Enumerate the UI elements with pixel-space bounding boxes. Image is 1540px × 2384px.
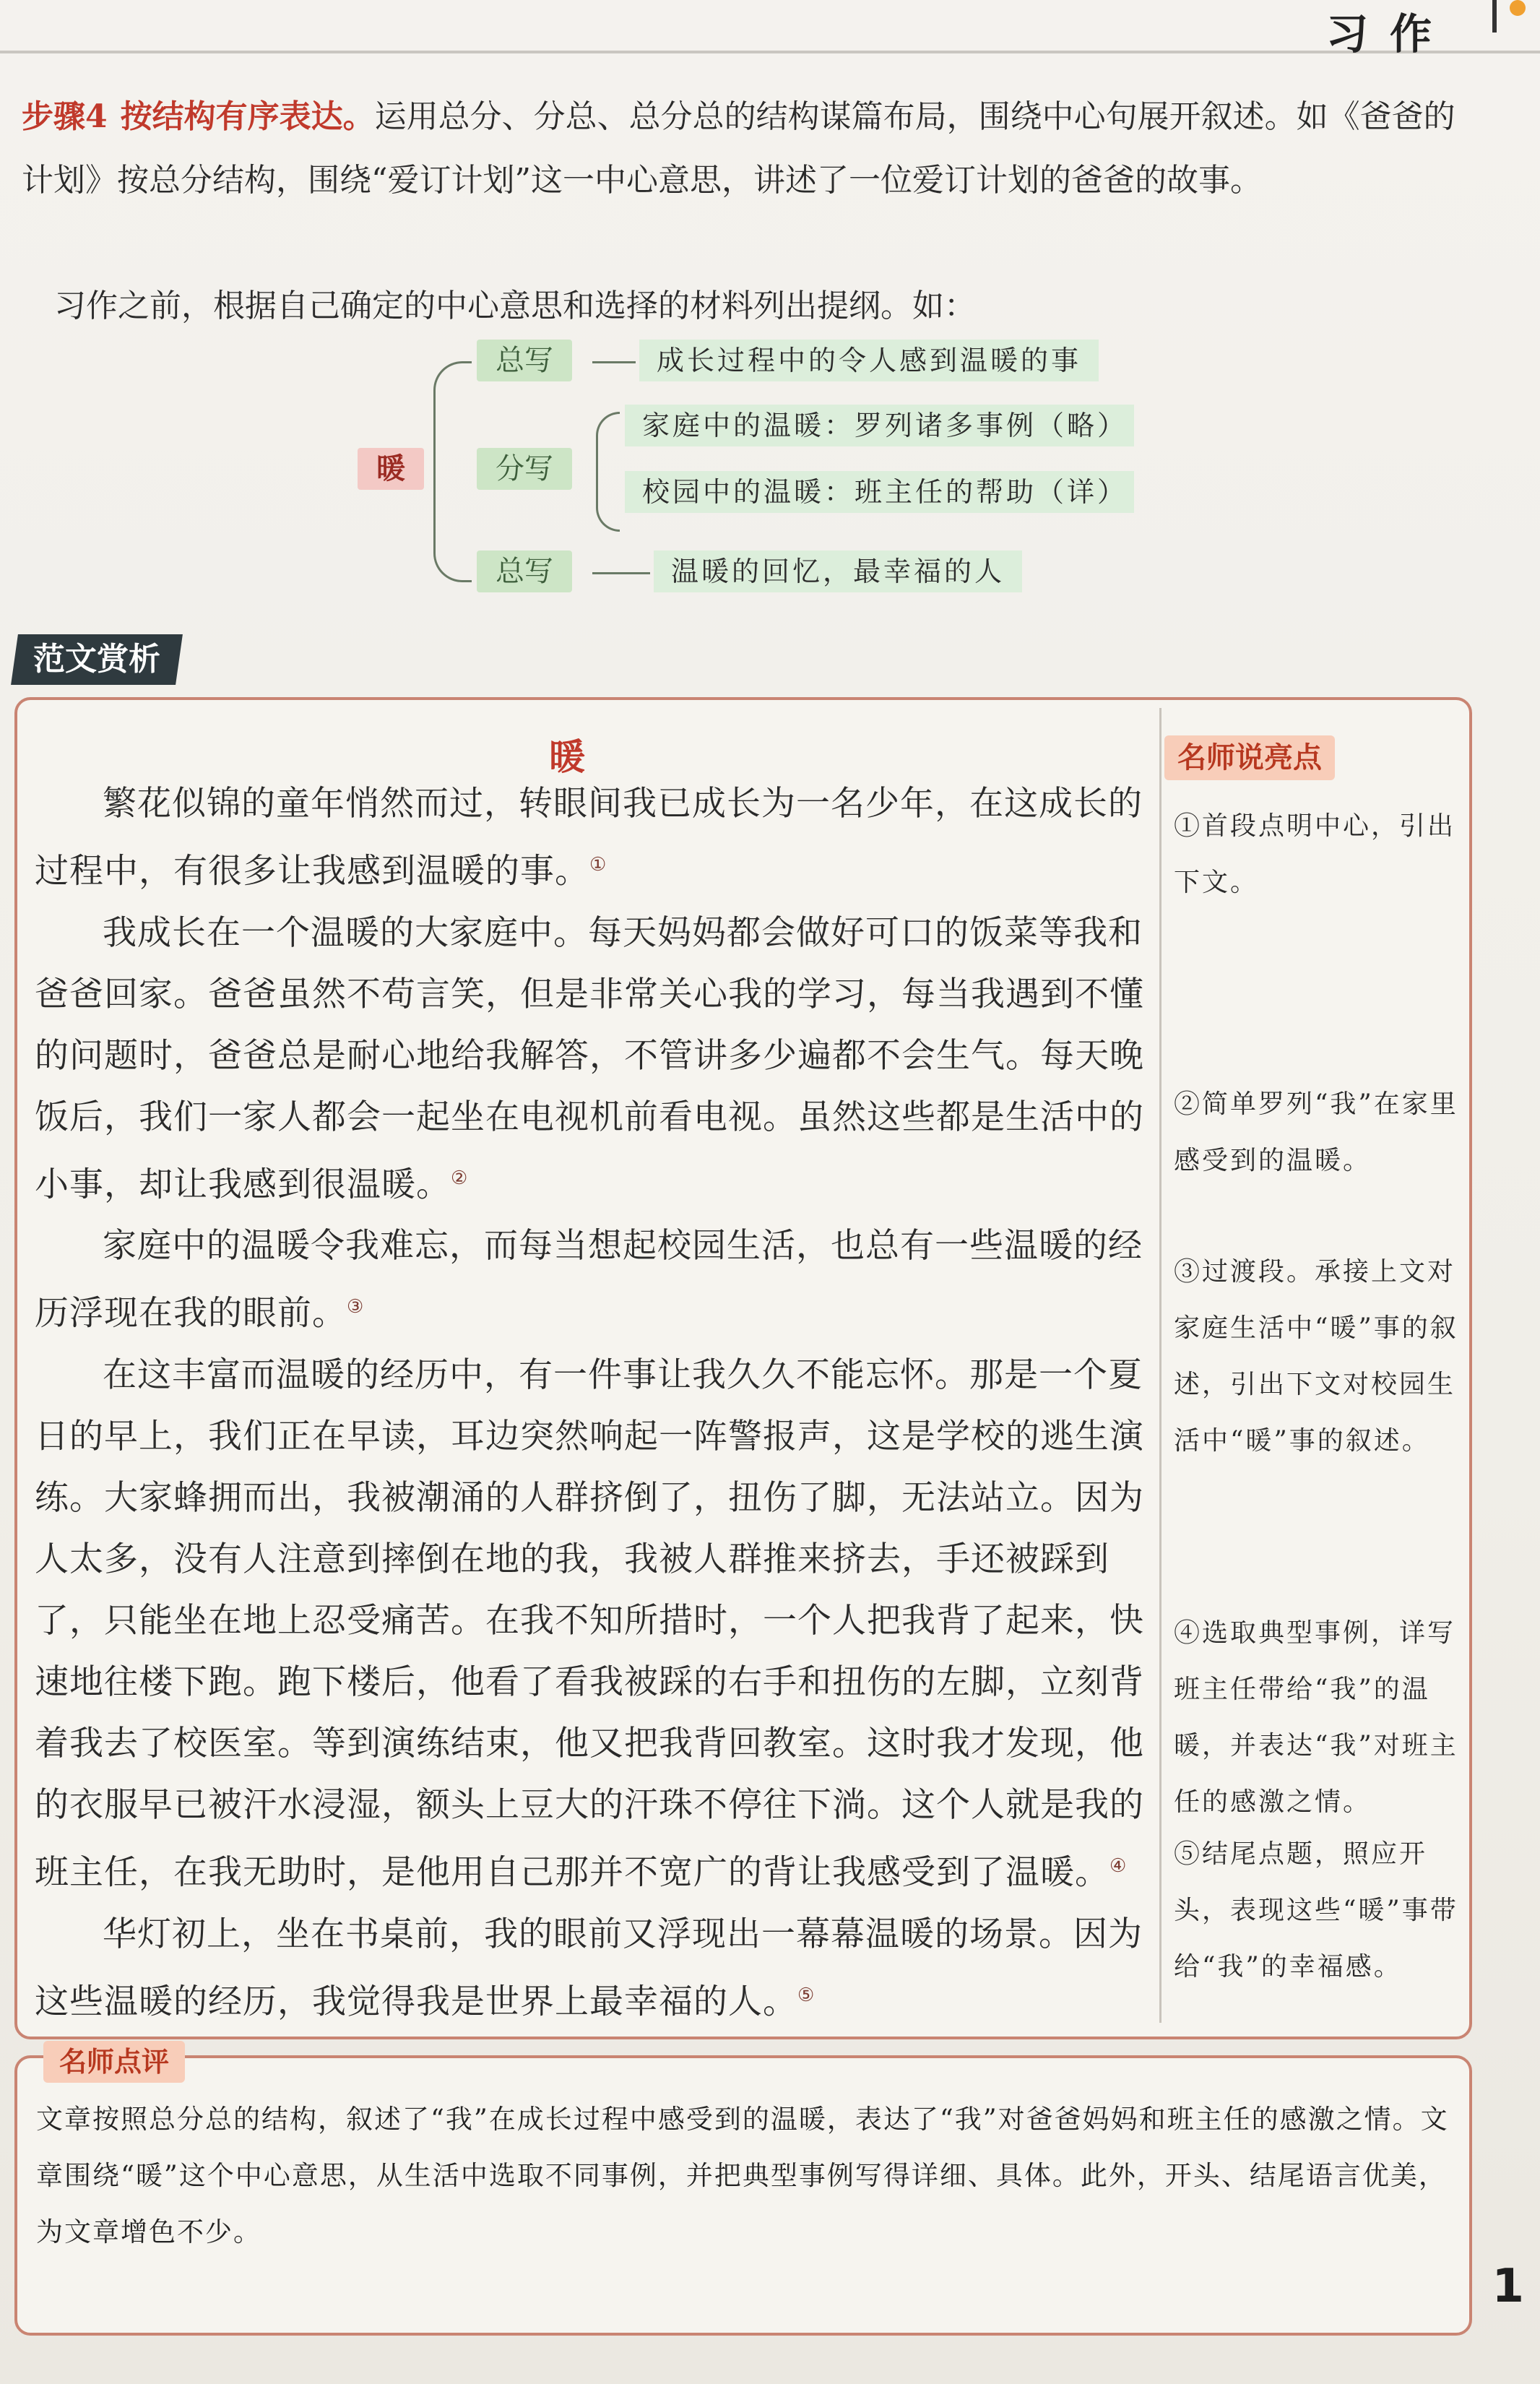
side-note-4: ④选取典型事例，详写班主任带给“我”的温暖，并表达“我”对班主任的感激之情。 [1174, 1618, 1458, 1817]
header-dot [1510, 0, 1526, 16]
paragraph-text: 在这丰富而温暖的经历中，有一件事让我久久不能忘怀。那是一个夏日的早上，我们正在早读，耳边突然响起一阵警报声，这是学校的逃生演练。大家蜂拥而出，我被潮涌的人群挤倒了，扭伤了脚，无法站立。因为人太多，没有人注意到摔倒在地的我，我被人群推来挤去，手还被踩到了，只能坐在地上忍受痛苦。在我不知所措时，一个人把我背了起来，快速地往楼下跑。跑下楼后，他看了看我被踩的右手和扭伤的左脚，立刻背着我去了校医室。等到演练结束，他又把我背回教室。这时我才发现，他的衣服早已被汗水浸湿，额头上豆大的汗珠不停往下淌。这个人就是我的班主任，在我无助时，是他用自己那并不宽广的背让我感受到了温暖。 [35, 1355, 1144, 1893]
paragraph-text: 繁花似锦的童年悄然而过，转眼间我已成长为一名少年，在这成长的过程中，有很多让我感到温暖的事。 [35, 784, 1143, 891]
comment-text: 文章按照总分总的结构，叙述了“我”在成长过程中感受到的温暖，表达了“我”对爸爸妈妈和班主任的感激之情。文章围绕“暖”这个中心意思，从生活中选取不同事例，并把典型事例写得详细、具体。此外，开头、结尾语言优美，为文章增色不少。 [36, 2104, 1449, 2247]
section-tab [11, 634, 183, 685]
outline-line-top [592, 361, 636, 363]
article-body [35, 773, 1147, 2032]
outline-top-tag: 总写 [477, 340, 572, 381]
outline-line-bottom [592, 572, 650, 574]
outline-bottom-text: 温暖的回忆，最幸福的人 [654, 550, 1022, 592]
side-note-5: ⑤结尾点题，照应开头，表现这些“暖”事带给“我”的幸福感。 [1174, 1839, 1458, 1982]
outline-brace-mid [596, 412, 620, 532]
side-note-3: ③过渡段。承接上文对家庭生活中“暖”事的叙述，引出下文对校园生活中“暖”事的叙述。 [1174, 1257, 1458, 1456]
paragraph-text: 华灯初上，坐在书桌前，我的眼前又浮现出一幕幕温暖的场景。因为这些温暖的经历，我觉得我是世界上最幸福的人。 [35, 1914, 1143, 2022]
note-marker: ④ [1109, 1854, 1128, 1877]
step-title: 按结构有序表达。 [120, 98, 375, 135]
header-bar [1492, 0, 1497, 33]
outline-brace-main [433, 361, 472, 582]
step-paragraph [22, 85, 1459, 212]
outline-mid-tag: 分写 [477, 448, 572, 490]
note-marker: ③ [347, 1296, 365, 1318]
article-paragraph [35, 1215, 1147, 1344]
paragraph-text: 家庭中的温暖令我难忘，而每当想起校园生活，也总有一些温暖的经历浮现在我的眼前。 [35, 1226, 1143, 1334]
header-title: 习作 [1325, 9, 1453, 59]
step-text: 运用总分、分总、总分总的结构谋篇布局，围绕中心句展开叙述。如《爸爸的计划》按总分结构，围绕“爱订计划”这一中心意思，讲述了一位爱订计划的爸爸的故事。 [22, 98, 1455, 199]
article-paragraph [35, 1904, 1147, 2033]
side-note-2: ②简单罗列“我”在家里感受到的温暖。 [1174, 1089, 1458, 1175]
side-divider [1159, 708, 1162, 2023]
outline-intro: 习作之前，根据自己确定的中心意思和选择的材料列出提纲。如： [54, 288, 976, 324]
article-paragraph [35, 902, 1147, 1216]
outline-top-text: 成长过程中的令人感到温暖的事 [639, 340, 1099, 381]
outline-diagram [339, 332, 1134, 600]
step-label: 步骤4 [22, 98, 108, 135]
header-strip [0, 0, 1540, 59]
side-label: 名师说亮点 [1164, 735, 1335, 780]
outline-mid-item-1: 家庭中的温暖：罗列诸多事例（略） [625, 405, 1134, 446]
article-paragraph [35, 1344, 1147, 1904]
comment-label: 名师点评 [43, 2041, 185, 2083]
section-label: 范文赏析 [33, 641, 160, 678]
article-paragraph [35, 773, 1147, 902]
outline-bottom-tag: 总写 [477, 550, 572, 592]
article-title: 暖 [549, 735, 585, 778]
note-marker: ② [451, 1167, 469, 1189]
outline-root: 暖 [358, 448, 424, 490]
side-note-1: ①首段点明中心，引出下文。 [1174, 811, 1456, 897]
page-number: 1 [1492, 2260, 1524, 2313]
note-marker: ⑤ [797, 1984, 816, 2006]
outline-mid-item-2: 校园中的温暖：班主任的帮助（详） [625, 471, 1134, 513]
paragraph-text: 我成长在一个温暖的大家庭中。每天妈妈都会做好可口的饭菜等我和爸爸回家。爸爸虽然不苟言笑，但是非常关心我的学习，每当我遇到不懂的问题时，爸爸总是耐心地给我解答，不管讲多少遍都不会生气。每天晚饭后，我们一家人都会一起坐在电视机前看电视。虽然这些都是生活中的小事，却让我感到很温暖。 [35, 912, 1144, 1205]
note-marker: ① [589, 854, 607, 876]
